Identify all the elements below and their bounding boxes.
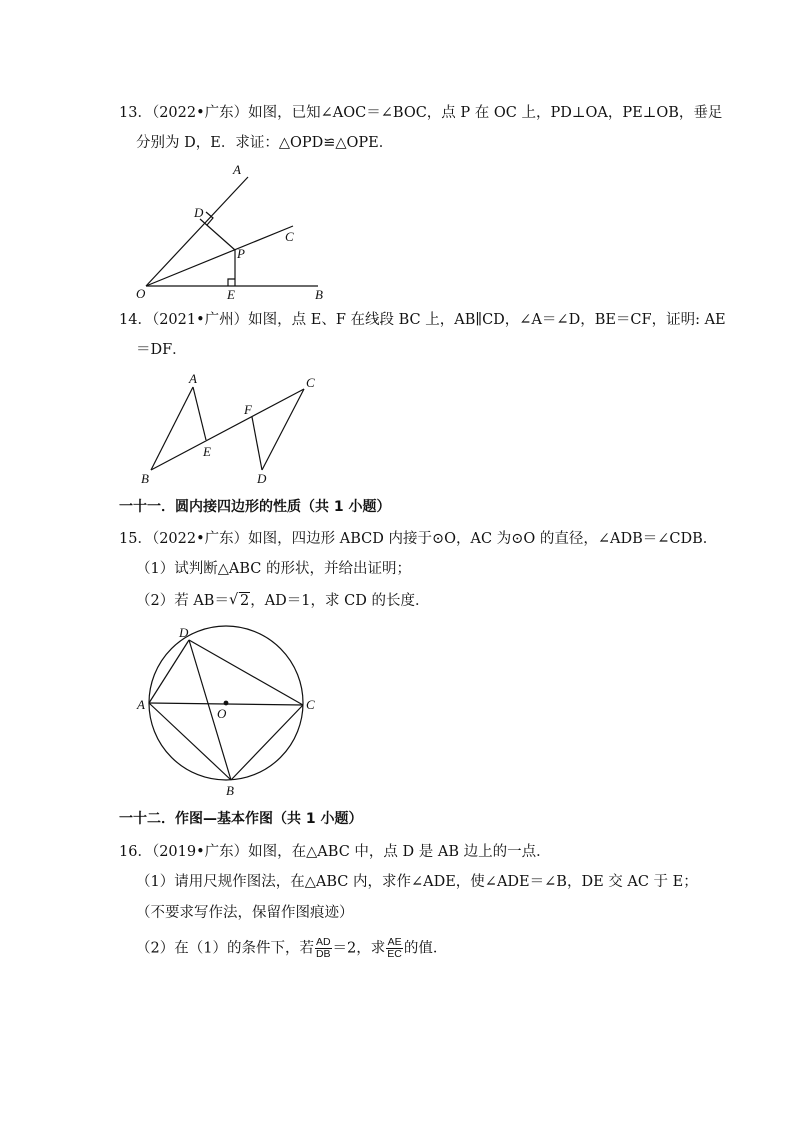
fraction-ae-ec-denominator: EC <box>387 948 402 960</box>
q16-part2-mid: ＝2，求 <box>332 940 386 957</box>
q15-label-b: B <box>226 783 234 798</box>
q15-label-d: D <box>179 625 189 640</box>
q13-text-line1: 13．（2022•广东）如图，已知∠AOC＝∠BOC，点 P 在 OC 上，PD⊥OA，PE⊥OB，垂足 <box>119 105 723 121</box>
q15-label-a: A <box>137 697 145 712</box>
fraction-ae-ec-numerator: AE <box>387 936 402 948</box>
q13-label-c: C <box>285 229 294 244</box>
fraction-ad-db <box>315 937 332 960</box>
q16-part1: （1）请用尺规作图法，在△ABC 内，求作∠ADE，使∠ADE＝∠B，DE 交 AC 于 E； <box>136 874 698 890</box>
q16-part1-note: （不要求写作法，保留作图痕迹） <box>136 905 354 921</box>
section-12-heading: 一十二．作图—基本作图（共 1 小题） <box>119 811 363 827</box>
q14-text-line2: ＝DF． <box>136 342 187 358</box>
q16-part2 <box>136 937 447 960</box>
q16-part2-pre: （2）在（1）的条件下，若 <box>136 940 314 957</box>
q16-text-line1: 16．（2019•广东）如图，在△ABC 中，点 D 是 AB 边上的一点． <box>119 844 551 860</box>
q15-part1: （1）试判断△ABC 的形状，并给出证明； <box>136 561 411 577</box>
q15-label-c: C <box>306 697 315 712</box>
q13-text-line2: 分别为 D，E．求证：△OPD≌△OPE． <box>136 135 394 151</box>
q14-label-d: D <box>257 471 267 486</box>
center-point-o <box>224 701 229 706</box>
q13-label-a: A <box>233 162 241 177</box>
segment-ad <box>149 640 189 703</box>
sqrt-expression: √ 2 <box>228 592 250 609</box>
q16-part2-post: 的值． <box>403 940 448 957</box>
q14-label-f: F <box>244 402 252 417</box>
q13-label-p: P <box>237 246 245 261</box>
q15-part2-post: ，AD＝1，求 CD 的长度． <box>250 593 430 609</box>
q14-label-e: E <box>203 444 211 459</box>
q15-label-o: O <box>217 706 227 721</box>
q14-label-a: A <box>189 371 197 386</box>
q15-text-line1: 15．（2022•广东）如图，四边形 ABCD 内接于⊙O，AC 为⊙O 的直径，∠ADB＝∠CDB． <box>119 531 718 547</box>
q13-label-e: E <box>227 287 235 302</box>
fraction-ae-ec <box>386 937 403 960</box>
q15-part2-pre: （2）若 AB＝ <box>136 593 229 609</box>
q14-label-b: B <box>141 471 149 486</box>
q14-text-line1: 14．（2021•广州）如图，点 E、F 在线段 BC 上，AB∥CD，∠A＝∠D，BE＝CF，证明: AE <box>119 312 726 328</box>
sqrt-radicand: 2 <box>239 593 250 609</box>
fraction-ad-db-numerator: AD <box>315 936 331 948</box>
q13-label-b: B <box>315 287 323 302</box>
fraction-ad-db-denominator: DB <box>315 948 331 960</box>
q13-label-o: O <box>136 286 146 301</box>
q13-label-d: D <box>194 205 204 220</box>
section-11-heading: 一十一．圆内接四边形的性质（共 1 小题） <box>119 499 391 515</box>
q14-label-c: C <box>306 375 315 390</box>
